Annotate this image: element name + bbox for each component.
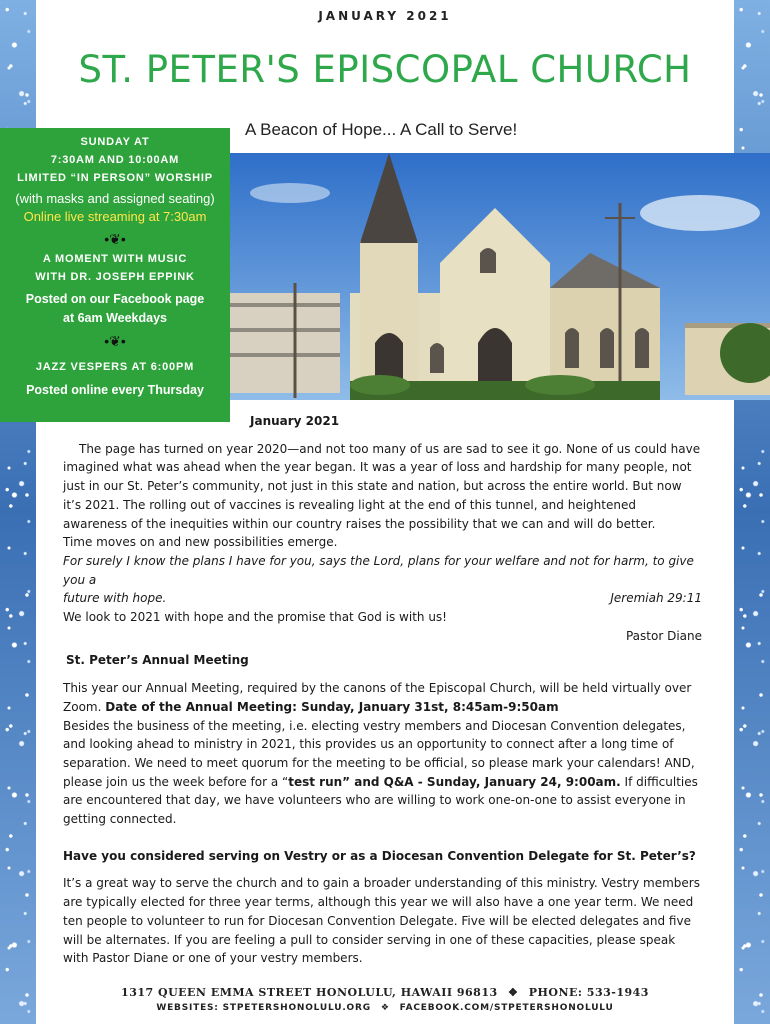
paragraph: The page has turned on year 2020—and not too many of us are sad to see it go. None of us could have imagined what was ahead when the year began. It was a year of loss and hardship for many people, not just in our St. Peter’s community, not just in this state and nation, but across the entire world. But now it’s 2021. The rolling out of vaccines is revealing light at the end of this tunnel, and heightened awareness of the inequities within our country raises the possibility that we can and will do better. [63,441,701,531]
worship-note: (with masks and assigned seating) [15,191,215,206]
scripture-quote-end [63,589,702,608]
worship-times: 7:30AM AND 10:00AM [50,154,180,166]
worship-type: LIMITED “IN PERSON” WORSHIP [17,172,213,184]
facebook-link[interactable]: FACEBOOK.COM/STPETERSHONOLULU [399,1003,614,1013]
vestry-heading: Have you considered serving on Vestry or as a Diocesan Convention Delegate for St. Peter’s? [63,848,696,863]
ornament-divider-icon: •❦• [104,333,126,349]
footer-web-line [36,1003,734,1013]
worship-day: SUNDAY AT [80,136,150,148]
jazz-title: JAZZ VESPERS AT 6:00PM [35,361,195,373]
footer [36,986,734,1013]
tagline: A Beacon of Hope... A Call to Serve! [245,120,518,139]
paragraph [63,717,702,829]
music-note-2: at 6am Weekdays [63,311,167,325]
scripture-reference: Jeremiah 29:11 [610,591,702,606]
scripture-text: future with hope. [63,591,167,606]
test-run-date: test run” and Q&A - Sunday, January 24, 9:00am. [288,774,621,789]
issue-month: JANUARY 2021 [318,9,452,23]
services-sidebar [0,128,230,422]
article-body [63,412,702,968]
scripture-quote: For surely I know the plans I have for you, says the Lord, plans for your welfare and not for harm, to give you a [63,553,694,587]
meeting-text: If difficulties are encountered that day, we have volunteers who are willing to work one-on-one to assist everyone in getting connected. [63,774,698,827]
paragraph: Time moves on and new possibilities emerge. [63,535,338,550]
church-photo [230,153,770,400]
church-title: ST. PETER'S EPISCOPAL CHURCH [78,48,692,91]
jazz-note: Posted online every Thursday [26,383,204,397]
article-date: January 2021 [250,414,340,428]
paragraph: We look to 2021 with hope and the promise that God is with us! [63,610,447,625]
signature: Pastor Diane [625,628,702,643]
address: 1317 QUEEN EMMA STREET HONOLULU, HAWAII 96813 [121,986,498,999]
separator-icon: ❖ [508,986,519,999]
paragraph [63,679,702,716]
streaming-note: Online live streaming at 7:30am [23,209,207,224]
website-link[interactable]: WEBSITES: STPETERSHONOLULU.ORG [156,1003,371,1013]
meeting-date: Date of the Annual Meeting: Sunday, January 31st, 8:45am-9:50am [105,699,559,714]
music-note-1: Posted on our Facebook page [25,292,205,306]
separator-icon: ❖ [380,1003,390,1013]
paragraph: It’s a great way to serve the church and to gain a broader understanding of this ministry. Vestry members are typically elected for three year terms, although this year we will also have a one year term. We need ten people to volunteer to run for Diocesan Convention Delegate. Five will be elected delegates and five will be alternates. If you are feeling a pull to consider serving in one of these capacities, please speak with Pastor Diane or one of your vestry members. [63,876,700,966]
meeting-text: Besides the business of the meeting, i.e. electing vestry members and Diocesan Convention delegates, and looking ahead to ministry in 2021, this provides us an opportunity to connect after a long time of separation. We need to meet quorum for the meeting to be official, so please mark your calendars! AND, please join us the week before for a “ [63,718,695,789]
music-host: WITH DR. JOSEPH EPPINK [35,271,195,283]
phone: PHONE: 533-1943 [528,986,649,999]
music-title: A MOMENT WITH MUSIC [42,253,188,265]
footer-address-line [36,986,734,999]
meeting-text: This year our Annual Meeting, required by the canons of the Episcopal Church, will be held virtually over Zoom. [63,681,692,714]
annual-meeting-heading: St. Peter’s Annual Meeting [66,653,249,668]
ornament-divider-icon: •❦• [104,231,126,247]
